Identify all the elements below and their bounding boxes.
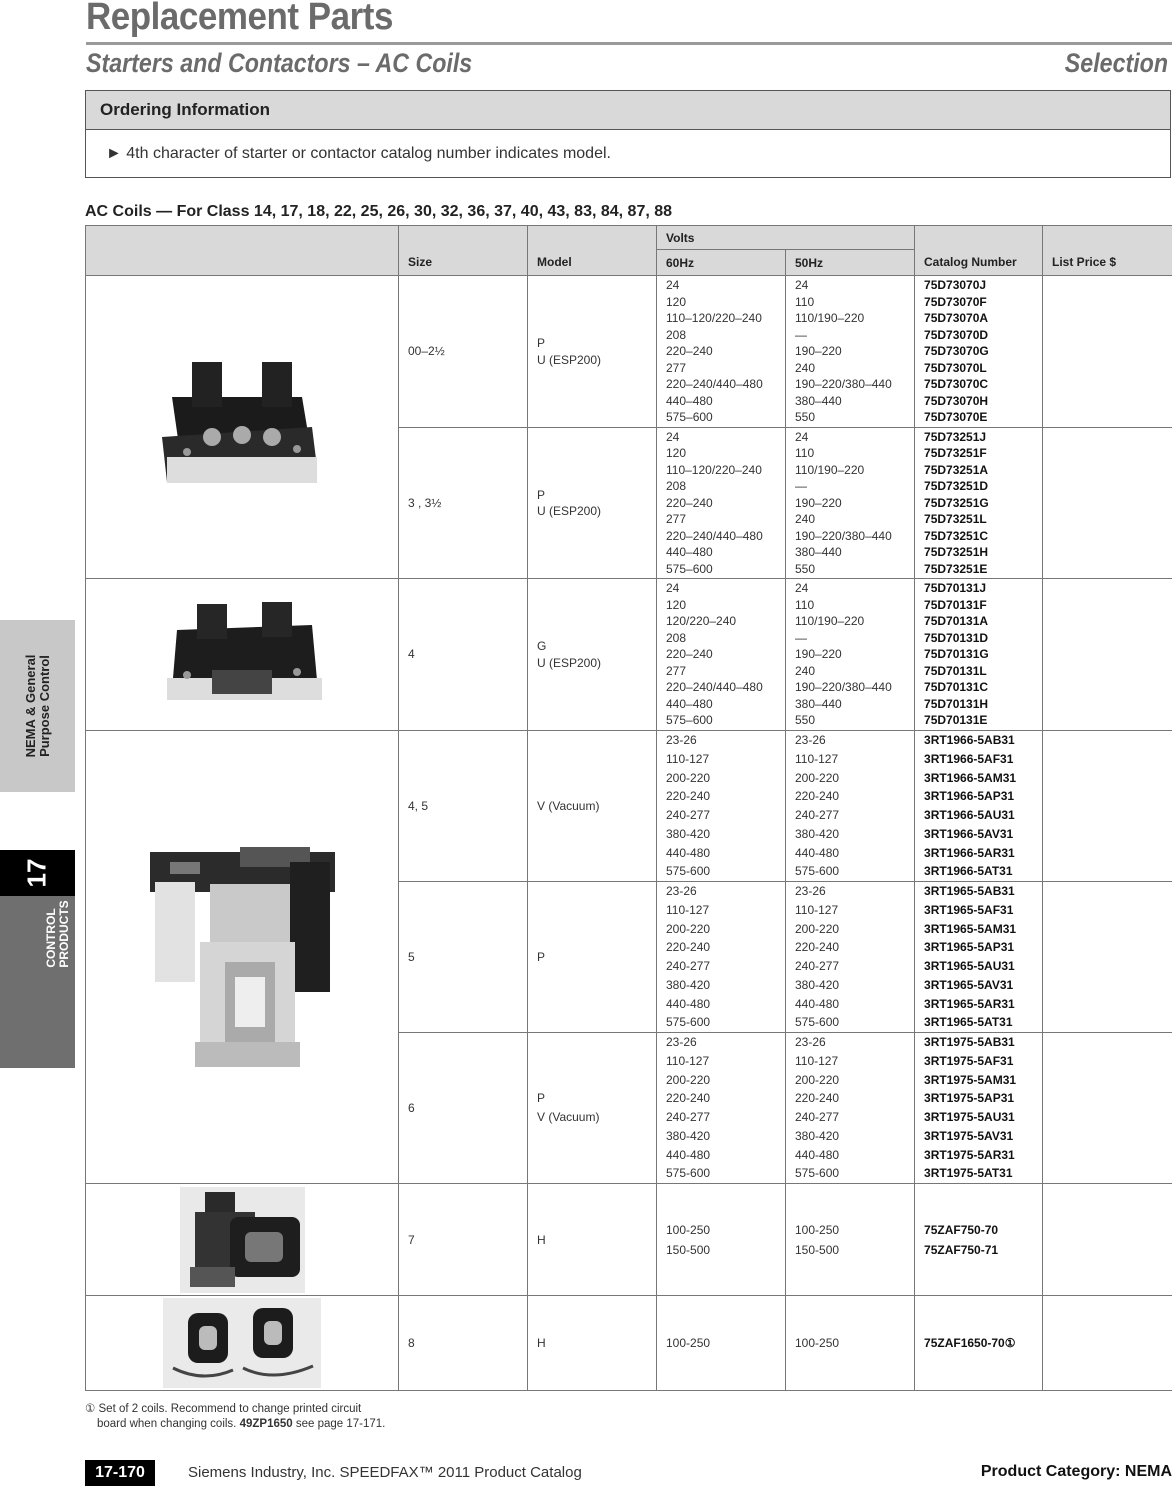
cell-60hz: 100-250	[657, 1296, 786, 1391]
cell-model: H	[528, 1296, 657, 1391]
header-price: List Price $	[1043, 226, 1172, 276]
sidebar-control-label	[45, 900, 71, 967]
product-category: Product Category: NEMA	[980, 1463, 1172, 1480]
sidebar-tab-control	[0, 896, 75, 1068]
cell-60hz: 24 120 110–120/220–240 208 220–240 277 220–240/440–480 440–480 575–600	[657, 428, 786, 579]
sidebar-nema-line2: Purpose Control	[37, 655, 52, 757]
footnote-line2-post: see page 17-171.	[292, 1418, 386, 1430]
section-tag: Selection	[1064, 48, 1168, 78]
cell-60hz: 100-250 150-500	[657, 1184, 786, 1296]
cell-50hz: 23-26 110-127 200-220 220-240 240-277 380-420 440-480 575-600	[786, 731, 915, 882]
coil-photo-cell	[86, 731, 399, 1184]
footnote-line2	[85, 1417, 385, 1432]
table-row	[86, 1184, 1172, 1296]
sidebar-chapter-tab	[0, 850, 75, 896]
header-50hz: 50Hz	[786, 250, 915, 276]
header-model: Model	[528, 226, 657, 276]
cell-model: H	[528, 1184, 657, 1296]
ordering-info-heading: Ordering Information	[86, 91, 1170, 130]
ordering-info-box	[85, 90, 1171, 178]
sidebar-nema-line1: NEMA & General	[23, 654, 38, 758]
cell-size: 4	[399, 579, 528, 731]
ordering-info-note: ► 4th character of starter or contactor catalog number indicates model.	[106, 145, 611, 162]
coil-image-size-8	[86, 1298, 398, 1388]
cell-60hz: 23-26 110-127 200-220 220-240 240-277 380-420 440-480 575-600	[657, 731, 786, 882]
coil-photo-cell	[86, 1296, 399, 1391]
cell-60hz: 23-26 110-127 200-220 220-240 240-277 380-420 440-480 575-600	[657, 882, 786, 1033]
cell-50hz: 23-26 110-127 200-220 220-240 240-277 380-420 440-480 575-600	[786, 1033, 915, 1184]
header-volts: Volts	[657, 226, 915, 250]
cell-size: 8	[399, 1296, 528, 1391]
cell-catalog: 3RT1965-5AB31 3RT1965-5AF31 3RT1965-5AM31 3RT1965-5AP31 3RT1965-5AU31 3RT1965-5AV31 3RT1965-5AR31 3RT1965-5AT31	[915, 882, 1043, 1033]
cell-50hz: 23-26 110-127 200-220 220-240 240-277 380-420 440-480 575-600	[786, 882, 915, 1033]
footnote-part-number: 49ZP1650	[239, 1418, 293, 1430]
cell-size: 5	[399, 882, 528, 1033]
cell-price	[1043, 1296, 1172, 1391]
table-row	[86, 579, 1172, 731]
sidebar-tab-nema	[0, 620, 75, 792]
cell-catalog: 3RT1975-5AB31 3RT1975-5AF31 3RT1975-5AM31 3RT1975-5AP31 3RT1975-5AU31 3RT1975-5AV31 3RT1975-5AR31 3RT1975-5AT31	[915, 1033, 1043, 1184]
table-row	[86, 731, 1172, 882]
footnote	[85, 1402, 385, 1432]
cell-60hz: 24 120 120/220–240 208 220–240 277 220–240/440–480 440–480 575–600	[657, 579, 786, 731]
coil-image-size-7	[86, 1187, 398, 1293]
sidebar-control-line2: PRODUCTS	[57, 900, 71, 968]
page-subtitle: Starters and Contactors – AC Coils	[86, 48, 473, 78]
cell-catalog: 75ZAF1650-70①	[915, 1296, 1043, 1391]
cell-size: 4, 5	[399, 731, 528, 882]
cell-50hz: 24 110 110/190–220 — 190–220 240 190–220/380–440 380–440 550	[786, 276, 915, 428]
coil-photo-cell	[86, 1184, 399, 1296]
header-size: Size	[399, 226, 528, 276]
cell-model: G U (ESP200)	[528, 579, 657, 731]
cell-model: P	[528, 882, 657, 1033]
cell-price	[1043, 1184, 1172, 1296]
header-60hz: 60Hz	[657, 250, 786, 276]
cell-price	[1043, 882, 1172, 1033]
cell-model: P U (ESP200)	[528, 428, 657, 579]
cell-model: P U (ESP200)	[528, 276, 657, 428]
cell-price	[1043, 731, 1172, 882]
cell-model: V (Vacuum)	[528, 731, 657, 882]
cell-catalog: 3RT1966-5AB31 3RT1966-5AF31 3RT1966-5AM31 3RT1966-5AP31 3RT1966-5AU31 3RT1966-5AV31 3RT1966-5AR31 3RT1966-5AT31	[915, 731, 1043, 882]
cell-60hz: 24 120 110–120/220–240 208 220–240 277 220–240/440–480 440–480 575–600	[657, 276, 786, 428]
cell-model: P V (Vacuum)	[528, 1033, 657, 1184]
cell-size: 6	[399, 1033, 528, 1184]
coil-image-size-4-6	[86, 842, 398, 1072]
sidebar-control-line1: CONTROL	[44, 908, 58, 968]
sidebar-nema-label	[24, 655, 52, 758]
coil-image-size-4	[86, 600, 398, 710]
footnote-line1: ① Set of 2 coils. Recommend to change printed circuit	[85, 1403, 362, 1415]
header-image	[86, 226, 399, 276]
cell-catalog: 75ZAF750-70 75ZAF750-71	[915, 1184, 1043, 1296]
table-row	[86, 276, 1172, 428]
title-rule	[86, 42, 1172, 45]
cell-50hz: 24 110 110/190–220 — 190–220 240 190–220/380–440 380–440 550	[786, 579, 915, 731]
header-catalog: Catalog Number	[915, 226, 1043, 276]
cell-price	[1043, 579, 1172, 731]
cell-catalog: 75D73251J 75D73251F 75D73251A 75D73251D 75D73251G 75D73251L 75D73251C 75D73251H 75D73251E	[915, 428, 1043, 579]
table-row	[86, 1296, 1172, 1391]
cell-price	[1043, 1033, 1172, 1184]
cell-size: 00–2½	[399, 276, 528, 428]
cell-catalog: 75D70131J 75D70131F 75D70131A 75D70131D 75D70131G 75D70131L 75D70131C 75D70131H 75D70131E	[915, 579, 1043, 731]
cell-catalog: 75D73070J 75D73070F 75D73070A 75D73070D 75D73070G 75D73070L 75D73070C 75D73070H 75D73070E	[915, 276, 1043, 428]
cell-50hz: 100-250 150-500	[786, 1184, 915, 1296]
ac-coils-table	[85, 225, 1172, 1391]
cell-price	[1043, 428, 1172, 579]
page-number: 17-170	[85, 1460, 155, 1486]
cell-price	[1043, 276, 1172, 428]
table-title: AC Coils — For Class 14, 17, 18, 22, 25, 26, 30, 32, 36, 37, 40, 43, 83, 84, 87, 88	[85, 203, 673, 220]
footnote-line2-pre: board when changing coils.	[97, 1418, 240, 1430]
coil-photo-cell	[86, 579, 399, 731]
publisher-line: Siemens Industry, Inc. SPEEDFAX™ 2011 Product Catalog	[188, 1464, 582, 1481]
cell-size: 7	[399, 1184, 528, 1296]
page-title: Replacement Parts	[86, 0, 393, 38]
cell-60hz: 23-26 110-127 200-220 220-240 240-277 380-420 440-480 575-600	[657, 1033, 786, 1184]
coil-image-size-00-3	[86, 357, 398, 497]
cell-50hz: 100-250	[786, 1296, 915, 1391]
coil-photo-cell	[86, 276, 399, 579]
sidebar-chapter-number: 17	[21, 858, 52, 888]
cell-size: 3 , 3½	[399, 428, 528, 579]
cell-50hz: 24 110 110/190–220 — 190–220 240 190–220/380–440 380–440 550	[786, 428, 915, 579]
